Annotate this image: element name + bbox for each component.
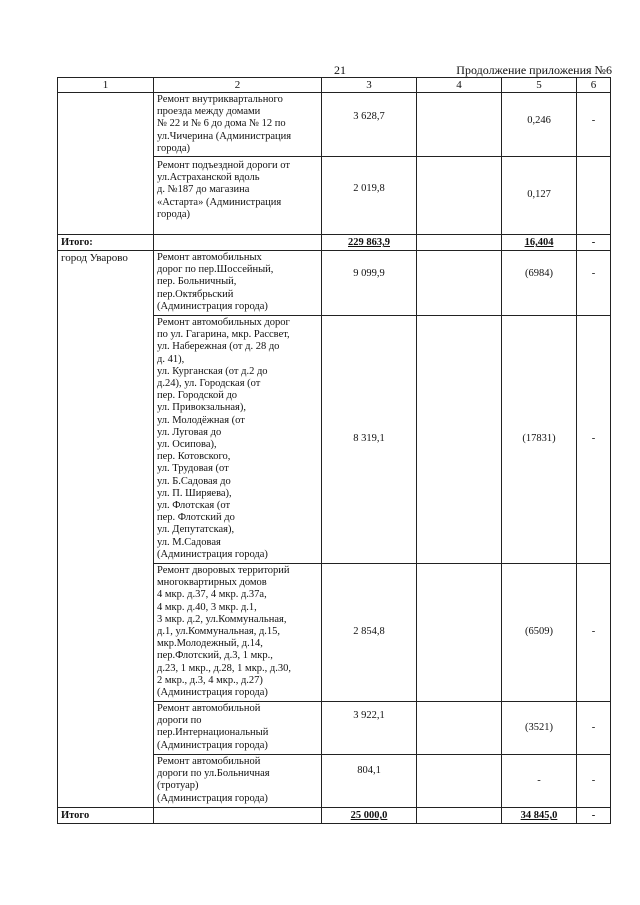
cost-value: 8 319,1 <box>322 316 417 564</box>
total-cost: 25 000,0 <box>322 808 417 824</box>
table-row <box>58 251 611 316</box>
length-value: - <box>502 755 577 808</box>
column-header: 6 <box>577 78 611 93</box>
empty-cell <box>417 808 502 824</box>
municipality-name: город Уварово <box>58 251 154 808</box>
work-description: Ремонт подъездной дороги от ул.Астраханской вдоль д. №187 до магазина «Астарта» (Администрация города) <box>154 157 322 235</box>
work-description: Ремонт автомобильной дороги по пер.Интернациональный (Администрация города) <box>154 702 322 755</box>
empty-cell <box>154 235 322 251</box>
total-cost: 229 863,9 <box>322 235 417 251</box>
empty-cell <box>417 755 502 808</box>
column-header: 4 <box>417 78 502 93</box>
appendix-continuation-title: Продолжение приложения №6 <box>456 63 612 77</box>
empty-cell <box>417 235 502 251</box>
empty-cell <box>417 316 502 564</box>
roads-repair-table <box>57 77 611 824</box>
col6-value: - <box>577 316 611 564</box>
cost-value: 3 922,1 <box>322 702 417 755</box>
col6-value: - <box>577 251 611 316</box>
total-row <box>58 235 611 251</box>
total-col6: - <box>577 808 611 824</box>
cost-value: 3 628,7 <box>322 93 417 157</box>
cost-value: 9 099,9 <box>322 251 417 316</box>
col6-value <box>577 157 611 235</box>
column-header: 1 <box>58 78 154 93</box>
col6-value: - <box>577 755 611 808</box>
work-description: Ремонт автомобильной дороги по ул.Больничная (тротуар) (Администрация города) <box>154 755 322 808</box>
work-description: Ремонт дворовых территорий многоквартирных домов 4 мкр. д.37, 4 мкр. д.37а, 4 мкр. д.40, 3 мкр. д.1, 3 мкр. д.2, ул.Коммунальная, д.1, ул.Коммунальная, д.15, мкр.Молодежный, д.14, пер.Флотский, д.3, 1 мкр., д.23, 1 мкр., д.28, 1 мкр., д.30, 2 мкр., д.3, 4 мкр., д.27) (Администрация города) <box>154 564 322 702</box>
work-description: Ремонт автомобильных дорог по пер.Шоссейный, пер. Больничный, пер.Октябрьский (Администрация города) <box>154 251 322 316</box>
col6-value: - <box>577 564 611 702</box>
empty-cell <box>417 251 502 316</box>
total-col6: - <box>577 235 611 251</box>
empty-cell <box>154 808 322 824</box>
work-description: Ремонт автомобильных дорог по ул. Гагарина, мкр. Рассвет, ул. Набережная (от д. 28 до д. 41), ул. Курганская (от д.2 до д.24), ул. Городская (от пер. Городской до ул. Привокзальная), ул. Молодёжная (от ул. Луговая до ул. Осипова), пер. Котовского, ул. Трудовая (от ул. Б.Садовая до ул. П. Ширяева), ул. Флотская (от пер. Флотский до ул. Депутатская), ул. М.Садовая (Администрация города) <box>154 316 322 564</box>
total-length: 34 845,0 <box>502 808 577 824</box>
table-row <box>58 93 611 157</box>
empty-cell <box>417 93 502 157</box>
cost-value: 2 019,8 <box>322 157 417 235</box>
column-number-row <box>58 78 611 93</box>
empty-cell <box>417 702 502 755</box>
empty-cell <box>417 157 502 235</box>
cost-value: 2 854,8 <box>322 564 417 702</box>
page-number: 21 <box>334 63 346 77</box>
total-label: Итого <box>58 808 154 824</box>
length-value: 0,127 <box>502 157 577 235</box>
col6-value: - <box>577 702 611 755</box>
length-value: (17831) <box>502 316 577 564</box>
length-value: (6509) <box>502 564 577 702</box>
cost-value: 804,1 <box>322 755 417 808</box>
total-length: 16,404 <box>502 235 577 251</box>
total-row <box>58 808 611 824</box>
work-description: Ремонт внутриквартального проезда между домами № 22 и № 6 до дома № 12 по ул.Чичерина (Администрация города) <box>154 93 322 157</box>
municipality-cell-empty <box>58 93 154 235</box>
length-value: (3521) <box>502 702 577 755</box>
col6-value: - <box>577 93 611 157</box>
column-header: 5 <box>502 78 577 93</box>
column-header: 3 <box>322 78 417 93</box>
empty-cell <box>417 564 502 702</box>
length-value: (6984) <box>502 251 577 316</box>
length-value: 0,246 <box>502 93 577 157</box>
total-label: Итого: <box>58 235 154 251</box>
column-header: 2 <box>154 78 322 93</box>
